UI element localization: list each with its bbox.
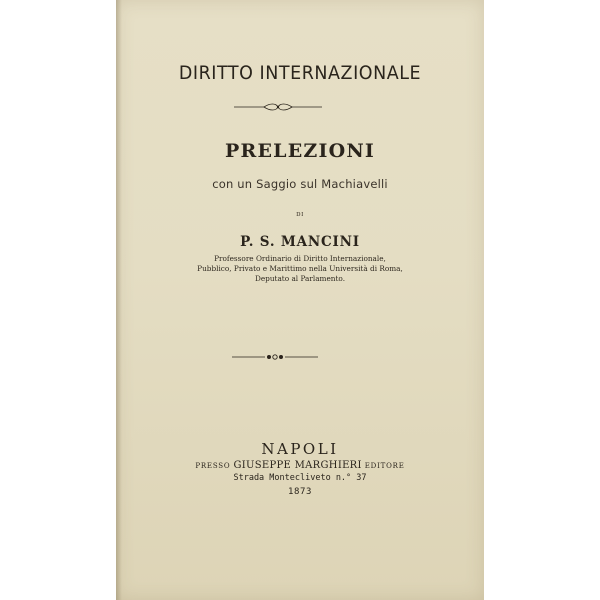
author-credentials (116, 254, 484, 284)
by-label: DI (296, 212, 304, 218)
publisher-suffix: EDITORE (364, 462, 405, 470)
publisher-address: Strada Montecliveto n.° 37 (233, 473, 367, 483)
spine-shadow (116, 0, 122, 600)
credential-line: Professore Ordinario di Diritto Internazionale, (214, 254, 386, 263)
credential-line: Pubblico, Privato e Marittimo nella Università di Roma, (197, 264, 403, 273)
subtitle: PRELEZIONI (225, 140, 375, 162)
ornament-divider-top (234, 102, 322, 112)
ornament-divider-bottom (232, 352, 318, 362)
publisher-line (116, 460, 484, 471)
main-title: DIRITTO INTERNAZIONALE (178, 62, 422, 84)
credential-line: Deputato al Parlamento. (254, 274, 346, 283)
publication-year: 1873 (287, 487, 313, 497)
publication-city: NAPOLI (261, 440, 339, 458)
author-name: P. S. MANCINI (240, 234, 360, 250)
title-page (116, 0, 484, 600)
tagline: con un Saggio sul Machiavelli (212, 177, 388, 191)
publisher-name: GIUSEPPE MARGHIERI (233, 460, 362, 471)
publisher-prefix: PRESSO (195, 462, 231, 470)
